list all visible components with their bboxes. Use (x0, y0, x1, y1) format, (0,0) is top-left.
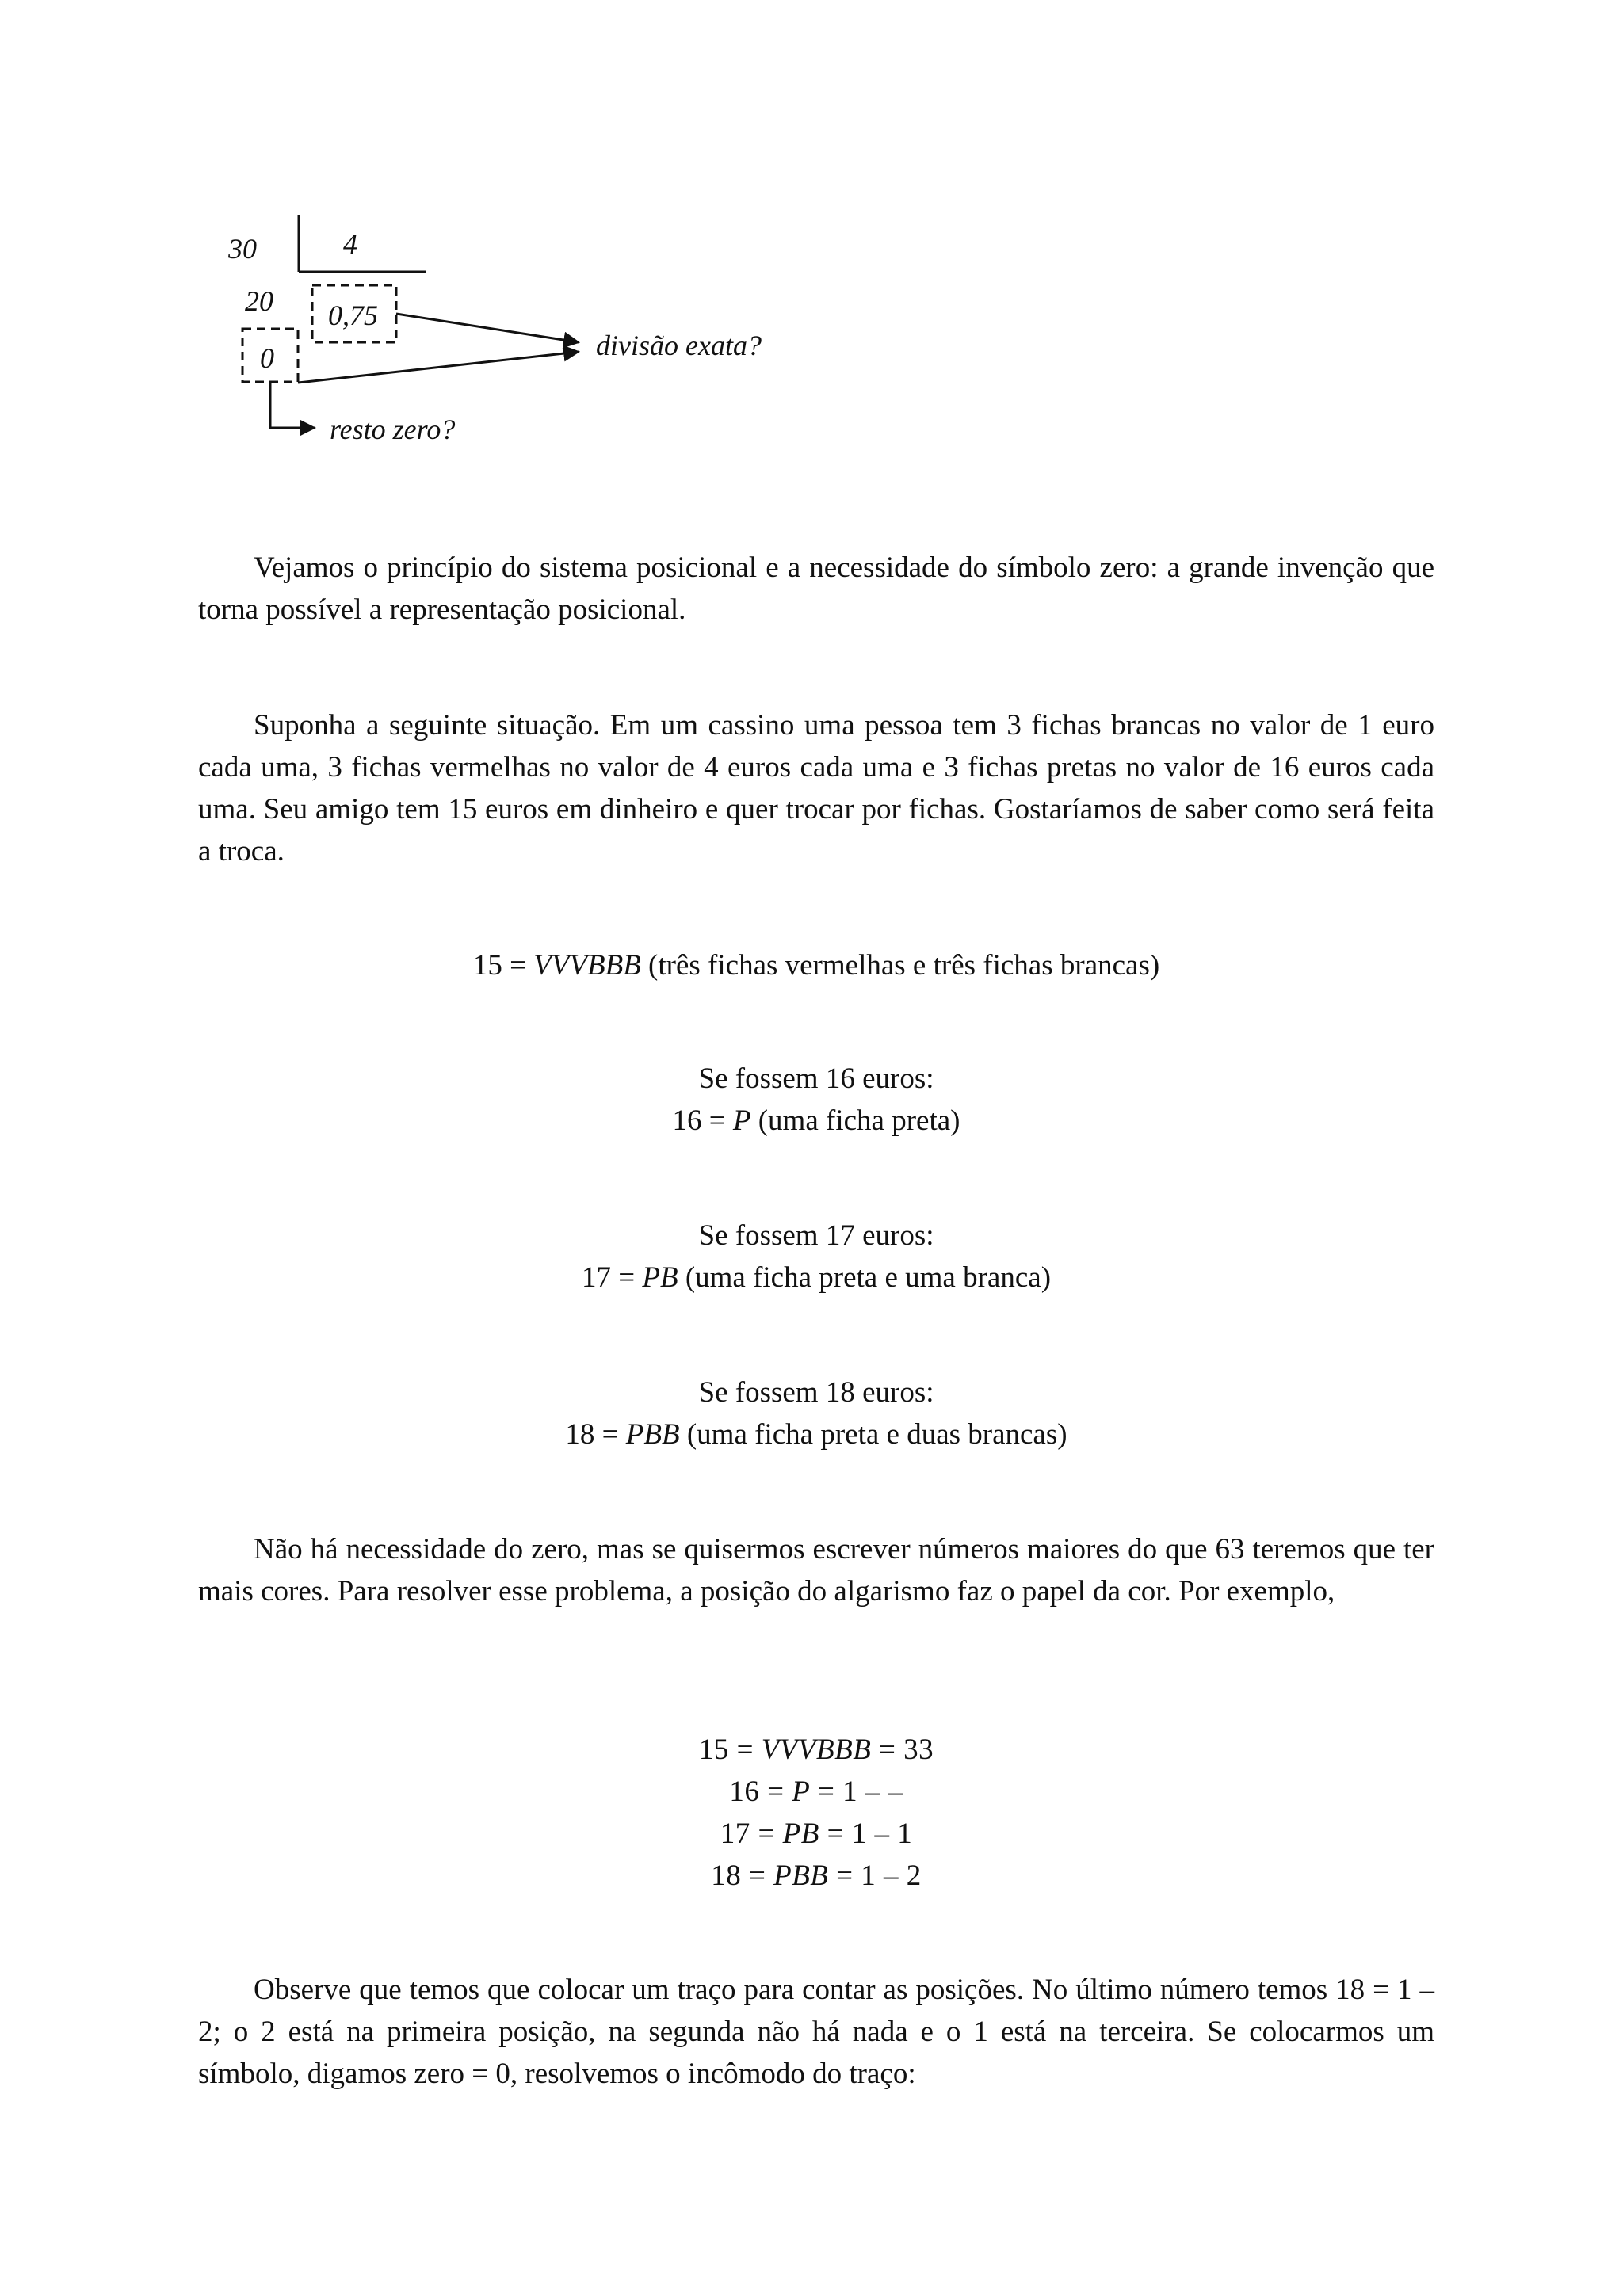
case-16-desc: (uma ficha preta) (758, 1104, 960, 1137)
arrow-quotient-to-exact (396, 314, 579, 342)
table-row-code: P (792, 1775, 811, 1808)
table-row-code: PBB (773, 1859, 829, 1892)
equation-15-code: VVVBBB (533, 949, 641, 982)
case-16-lhs: 16 = (672, 1104, 726, 1137)
table-row-18 (198, 1855, 1434, 1897)
table-row-lhs: 17 = (720, 1817, 775, 1850)
case-18-desc: (uma ficha preta e duas brancas) (686, 1418, 1067, 1451)
case-16-equation (198, 1100, 1434, 1142)
table-row-code: PB (782, 1817, 819, 1850)
case-18-intro: Se fossem 18 euros: (698, 1376, 934, 1409)
arrow-remainder-to-exact (298, 352, 579, 383)
table-row-16 (198, 1771, 1434, 1813)
table-row-lhs: 15 = (698, 1733, 754, 1766)
paragraph-trace-positions: Observe que temos que colocar um traço para contar as posições. No último número temos 18 = 1 – 2; o 2 está na primeira posição, na segunda não há nada e o 1 está na terceira. Se colocarmos um símbolo, digamos zero = 0, resolvemos o incômodo do traço: (198, 1974, 1434, 2090)
elbow-line (270, 383, 315, 428)
case-17-intro: Se fossem 17 euros: (698, 1219, 934, 1252)
paragraph-casino: Suponha a seguinte situação. Em um cassino uma pessoa tem 3 fichas brancas no valor de 1 euro cada uma, 3 fichas vermelhas no valor de 4 euros cada uma e 3 fichas pretas no valor de 16 euros cada uma. Seu amigo tem 15 euros em dinheiro e quer trocar por fichas. Gostaríamos de saber como será feita a troca. (198, 709, 1434, 868)
dividend: 30 (228, 233, 257, 265)
table-row-rhs: = 33 (879, 1733, 934, 1766)
label-divisao-exata: divisão exata? (596, 330, 762, 361)
table-row-code: VVVBBB (761, 1733, 872, 1766)
case-18-lhs: 18 = (565, 1418, 619, 1451)
paragraph-no-need-zero: Não há necessidade do zero, mas se quisermos escrever números maiores do que 63 teremos que ter mais cores. Para resolver esse problema, a posição do algarismo faz o papel da cor. Por exemplo, (198, 1533, 1434, 1608)
table-row-lhs: 16 = (729, 1775, 785, 1808)
case-18-equation (198, 1413, 1434, 1455)
table-row-rhs: = 1 – 1 (827, 1817, 913, 1850)
paragraph-positional-system: Vejamos o princípio do sistema posicional e a necessidade do símbolo zero: a grande invenção que torna possível a representação posicional. (198, 551, 1434, 626)
case-18-code: PBB (625, 1418, 680, 1451)
remainder: 0 (260, 342, 274, 374)
table-row-15 (198, 1729, 1434, 1771)
table-row-lhs: 18 = (711, 1859, 766, 1892)
case-17-code: PB (642, 1261, 678, 1294)
division-diagram-lines (0, 0, 872, 475)
case-17-lhs: 17 = (581, 1261, 636, 1294)
divisor: 4 (343, 228, 357, 260)
table-row-17 (198, 1813, 1434, 1855)
case-16-code: P (732, 1104, 751, 1137)
table-row-rhs: = 1 – – (818, 1775, 903, 1808)
quotient: 0,75 (328, 299, 378, 331)
case-17-desc: (uma ficha preta e uma branca) (685, 1261, 1052, 1294)
equation-15-lhs: 15 = (472, 949, 526, 982)
remainder-step: 20 (245, 285, 273, 317)
label-resto-zero: resto zero? (330, 414, 456, 445)
division-diagram (0, 0, 872, 475)
equation-15-desc: (três fichas vermelhas e três fichas brancas) (648, 949, 1160, 982)
case-16-intro: Se fossem 16 euros: (698, 1062, 934, 1095)
case-17-equation (198, 1257, 1434, 1299)
table-row-rhs: = 1 – 2 (836, 1859, 922, 1892)
equation-15 (198, 944, 1434, 986)
